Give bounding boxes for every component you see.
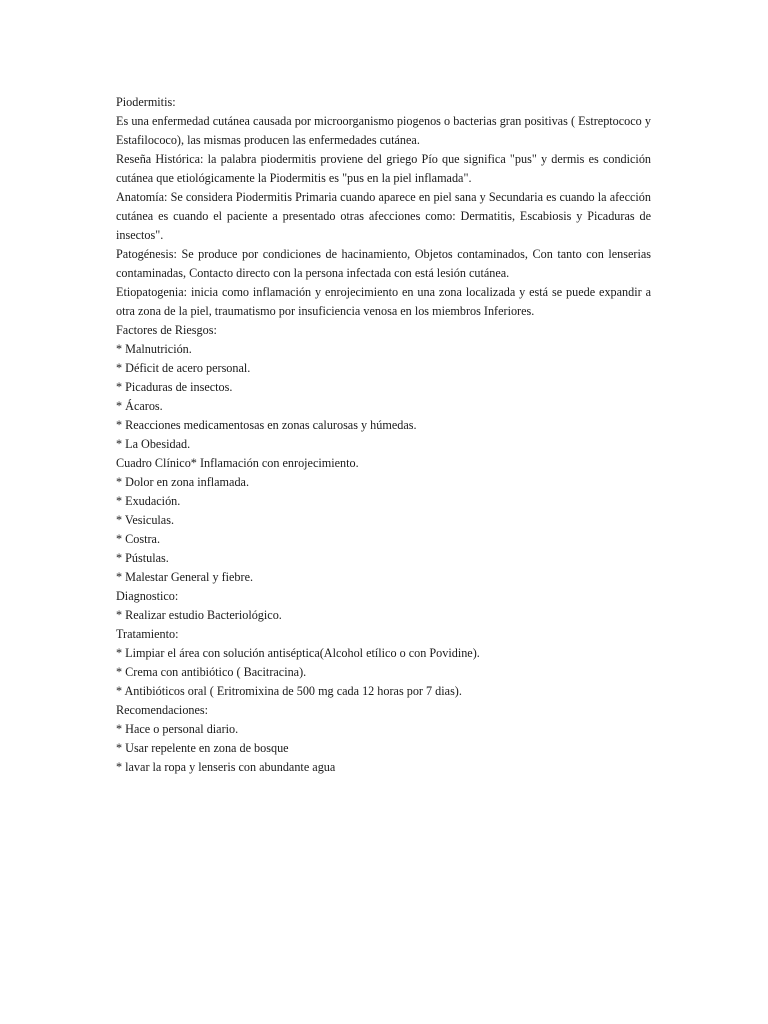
document-page <box>116 93 651 777</box>
pathogenesis-paragraph: Patogénesis: Se produce por condiciones de hacinamiento, Objetos contaminados, Con tanto con lenserias contaminadas, Contacto directo con la persona infectada con está lesión cutánea. <box>116 247 651 280</box>
risk-factor-item: * Déficit de acero personal. <box>116 361 251 375</box>
treatment-item: * Antibióticos oral ( Eritromixina de 500 mg cada 12 horas por 7 dias). <box>116 684 462 698</box>
clinical-item: * Exudación. <box>116 494 181 508</box>
history-paragraph: Reseña Histórica: la palabra piodermitis proviene del griego Pío que significa "pus" y dermis es condición cutánea que etiológicamente la Piodermitis es "pus en la piel inflamada". <box>116 152 651 185</box>
clinical-item: * Vesiculas. <box>116 513 174 527</box>
risk-factor-item: * La Obesidad. <box>116 437 191 451</box>
risk-factors-heading: Factores de Riesgos: <box>116 323 217 337</box>
clinical-item: * Costra. <box>116 532 161 546</box>
etiopathogenesis-paragraph: Etiopatogenia: inicia como inflamación y enrojecimiento en una zona localizada y está se puede expandir a otra zona de la piel, traumatismo por insuficiencia venosa en los miembros Inferiores. <box>116 285 651 318</box>
anatomy-paragraph: Anatomía: Se considera Piodermitis Primaria cuando aparece en piel sana y Secundaria es cuando la afección cutánea es cuando el paciente a presentado otras afecciones como: Dermatitis, Escabiosis y Picaduras de insectos". <box>116 190 651 242</box>
treatment-heading: Tratamiento: <box>116 627 179 641</box>
treatment-item: * Crema con antibiótico ( Bacitracina). <box>116 665 307 679</box>
diagnosis-item: * Realizar estudio Bacteriológico. <box>116 608 282 622</box>
recommendations-heading: Recomendaciones: <box>116 703 209 717</box>
risk-factor-item: * Ácaros. <box>116 399 163 413</box>
recommendation-item: * Hace o personal diario. <box>116 722 239 736</box>
recommendation-item: * lavar la ropa y lenseris con abundante agua <box>116 760 336 774</box>
treatment-item: * Limpiar el área con solución antiséptica(Alcohol etílico o con Povidine). <box>116 646 480 660</box>
risk-factor-item: * Reacciones medicamentosas en zonas calurosas y húmedas. <box>116 418 417 432</box>
document-title: Piodermitis: <box>116 95 176 109</box>
risk-factor-item: * Picaduras de insectos. <box>116 380 233 394</box>
diagnosis-heading: Diagnostico: <box>116 589 179 603</box>
risk-factor-item: * Malnutrición. <box>116 342 192 356</box>
clinical-item: * Pústulas. <box>116 551 169 565</box>
clinical-item: * Dolor en zona inflamada. <box>116 475 249 489</box>
clinical-item: * Malestar General y fiebre. <box>116 570 254 584</box>
clinical-heading: Cuadro Clínico* Inflamación con enrojecimiento. <box>116 456 359 470</box>
definition-paragraph: Es una enfermedad cutánea causada por microorganismo piogenos o bacterias gran positivas ( Estreptococo y Estafilococo), las mismas producen las enfermedades cutánea. <box>116 114 651 147</box>
recommendation-item: * Usar repelente en zona de bosque <box>116 741 289 755</box>
